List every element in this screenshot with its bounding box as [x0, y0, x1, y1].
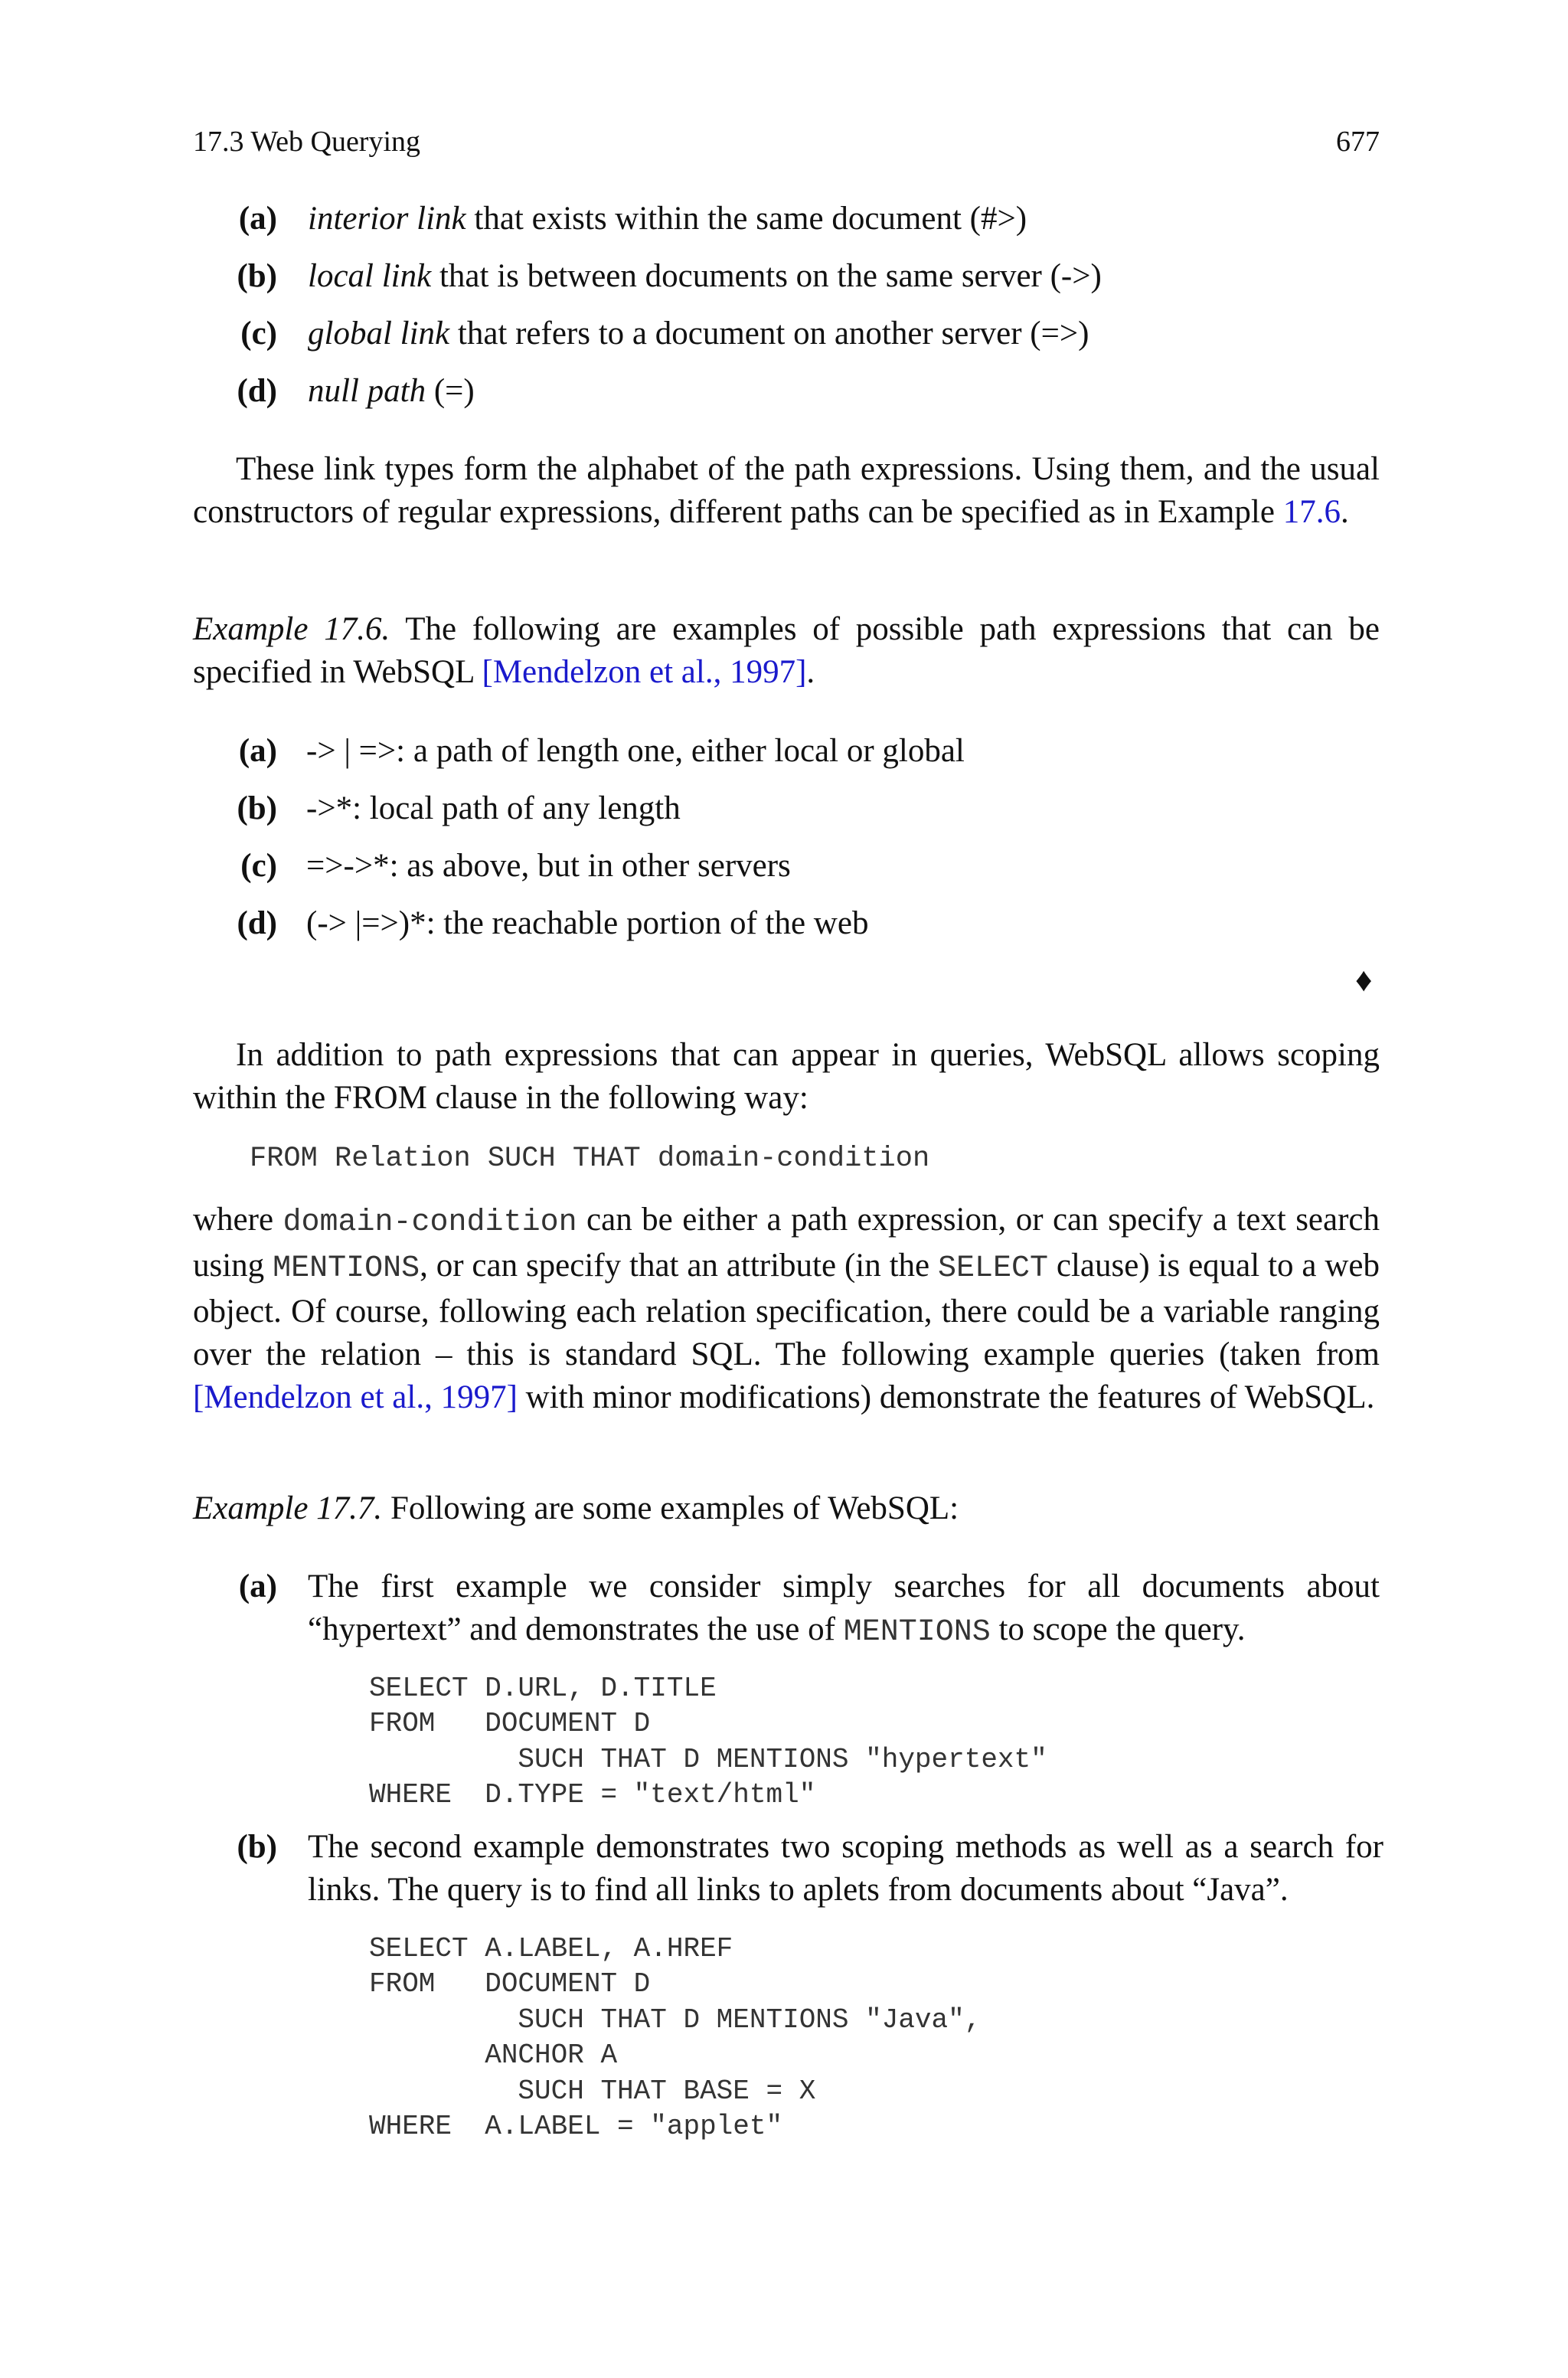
code-line: FROM DOCUMENT D: [369, 1968, 651, 2000]
term-description: (=): [426, 373, 475, 409]
list-label: (a): [238, 201, 277, 237]
paragraph-scoping: In addition to path expressions that can appear in queries, WebSQL allows scoping within the FROM clause in the following way:: [193, 1037, 1380, 1116]
paragraph-domain-condition: [193, 1199, 1380, 1419]
inline-code: MENTIONS: [273, 1251, 420, 1286]
list-label: (b): [237, 790, 277, 826]
page-number: 677: [1336, 126, 1380, 158]
end-of-example-diamond: ♦: [1355, 961, 1373, 999]
example-text: Following are some examples of WebSQL:: [382, 1490, 959, 1526]
term-description: that refers to a document on another server (=>): [449, 316, 1089, 352]
example-17-7-intro: [193, 1487, 1380, 1530]
list-item: [308, 255, 1102, 298]
text-segment: can be either a path expression, or can specify a text search using: [193, 1202, 1380, 1284]
list-label: (a): [238, 733, 277, 769]
list-label: (a): [238, 1568, 277, 1604]
list-item: [308, 198, 1027, 240]
code-line: WHERE A.LABEL = "applet": [369, 2111, 783, 2142]
term-description: that is between documents on the same server (->): [431, 258, 1102, 294]
paragraph-link-types: [193, 448, 1380, 534]
inline-code: MENTIONS: [843, 1615, 991, 1650]
example-ref-link[interactable]: 17.6: [1282, 494, 1341, 530]
list-label: (d): [237, 905, 277, 941]
text-segment: , or can specify that an attribute (in the: [420, 1248, 938, 1284]
list-item: [308, 370, 475, 413]
example-b-text: The second example demonstrates two scoping methods as well as a search for links. The query is to find all links to aplets from documents about “Java”.: [308, 1829, 1383, 1908]
paragraph-text: These link types form the alphabet of the path expressions. Using them, and the usual constructors of regular expressions, different paths can be specified as in Example: [193, 451, 1380, 530]
citation-link[interactable]: [Mendelzon et al., 1997]: [193, 1379, 518, 1415]
term: null path: [308, 373, 426, 409]
example-text: The following are examples of possible path expressions that can be specified in WebSQL: [193, 611, 1380, 690]
list-label: (b): [237, 258, 277, 294]
example-a-text: [308, 1565, 1380, 1654]
term: global link: [308, 316, 450, 352]
text-segment: where: [193, 1202, 283, 1238]
list-label: (c): [240, 316, 277, 352]
list-label: (b): [237, 1829, 277, 1865]
text-segment: clause) is equal to a web object. Of course, following each relation specification, there could be a variable ranging over the relation – this is standard SQL. The following example queries (taken from: [193, 1248, 1380, 1372]
code-line: WHERE D.TYPE = "text/html": [369, 1779, 816, 1810]
paragraph-end: .: [1340, 494, 1349, 530]
code-line: SUCH THAT BASE = X: [369, 2075, 816, 2107]
term: interior link: [308, 201, 466, 237]
example-label: Example 17.7.: [193, 1490, 383, 1526]
code-line: SELECT D.URL, D.TITLE: [369, 1673, 717, 1704]
term-description: that exists within the same document (#>): [466, 201, 1027, 237]
list-item: -> | =>: a path of length one, either local or global: [306, 733, 965, 769]
list-item: [308, 312, 1089, 355]
list-item: =>->*: as above, but in other servers: [306, 848, 791, 884]
list-item: ->*: local path of any length: [306, 790, 681, 826]
list-label: (d): [237, 373, 277, 409]
code-line: ANCHOR A: [369, 2039, 618, 2071]
example-label: Example 17.6.: [193, 611, 390, 647]
from-clause-code: FROM Relation SUCH THAT domain-condition: [250, 1143, 930, 1175]
text-segment: The first example we consider simply searches for all documents about “hypertext” and demonstrates the use of: [308, 1568, 1380, 1647]
list-item: (-> |=>)*: the reachable portion of the web: [306, 905, 869, 941]
text-segment: to scope the query.: [990, 1611, 1246, 1647]
code-line: SUCH THAT D MENTIONS "Java",: [369, 2004, 982, 2036]
inline-code: SELECT: [938, 1251, 1049, 1286]
code-line: SUCH THAT D MENTIONS "hypertext": [369, 1744, 1047, 1775]
inline-code: domain-condition: [283, 1205, 577, 1240]
citation-link[interactable]: [Mendelzon et al., 1997]: [482, 654, 807, 690]
example-17-6-intro: [193, 608, 1380, 694]
example-end: .: [806, 654, 815, 690]
code-line: FROM DOCUMENT D: [369, 1708, 651, 1739]
running-header-section: 17.3 Web Querying: [193, 126, 421, 158]
term: local link: [308, 258, 432, 294]
text-segment: with minor modifications) demonstrate the features of WebSQL.: [517, 1379, 1375, 1415]
code-line: SELECT A.LABEL, A.HREF: [369, 1933, 733, 1964]
list-label: (c): [240, 848, 277, 884]
